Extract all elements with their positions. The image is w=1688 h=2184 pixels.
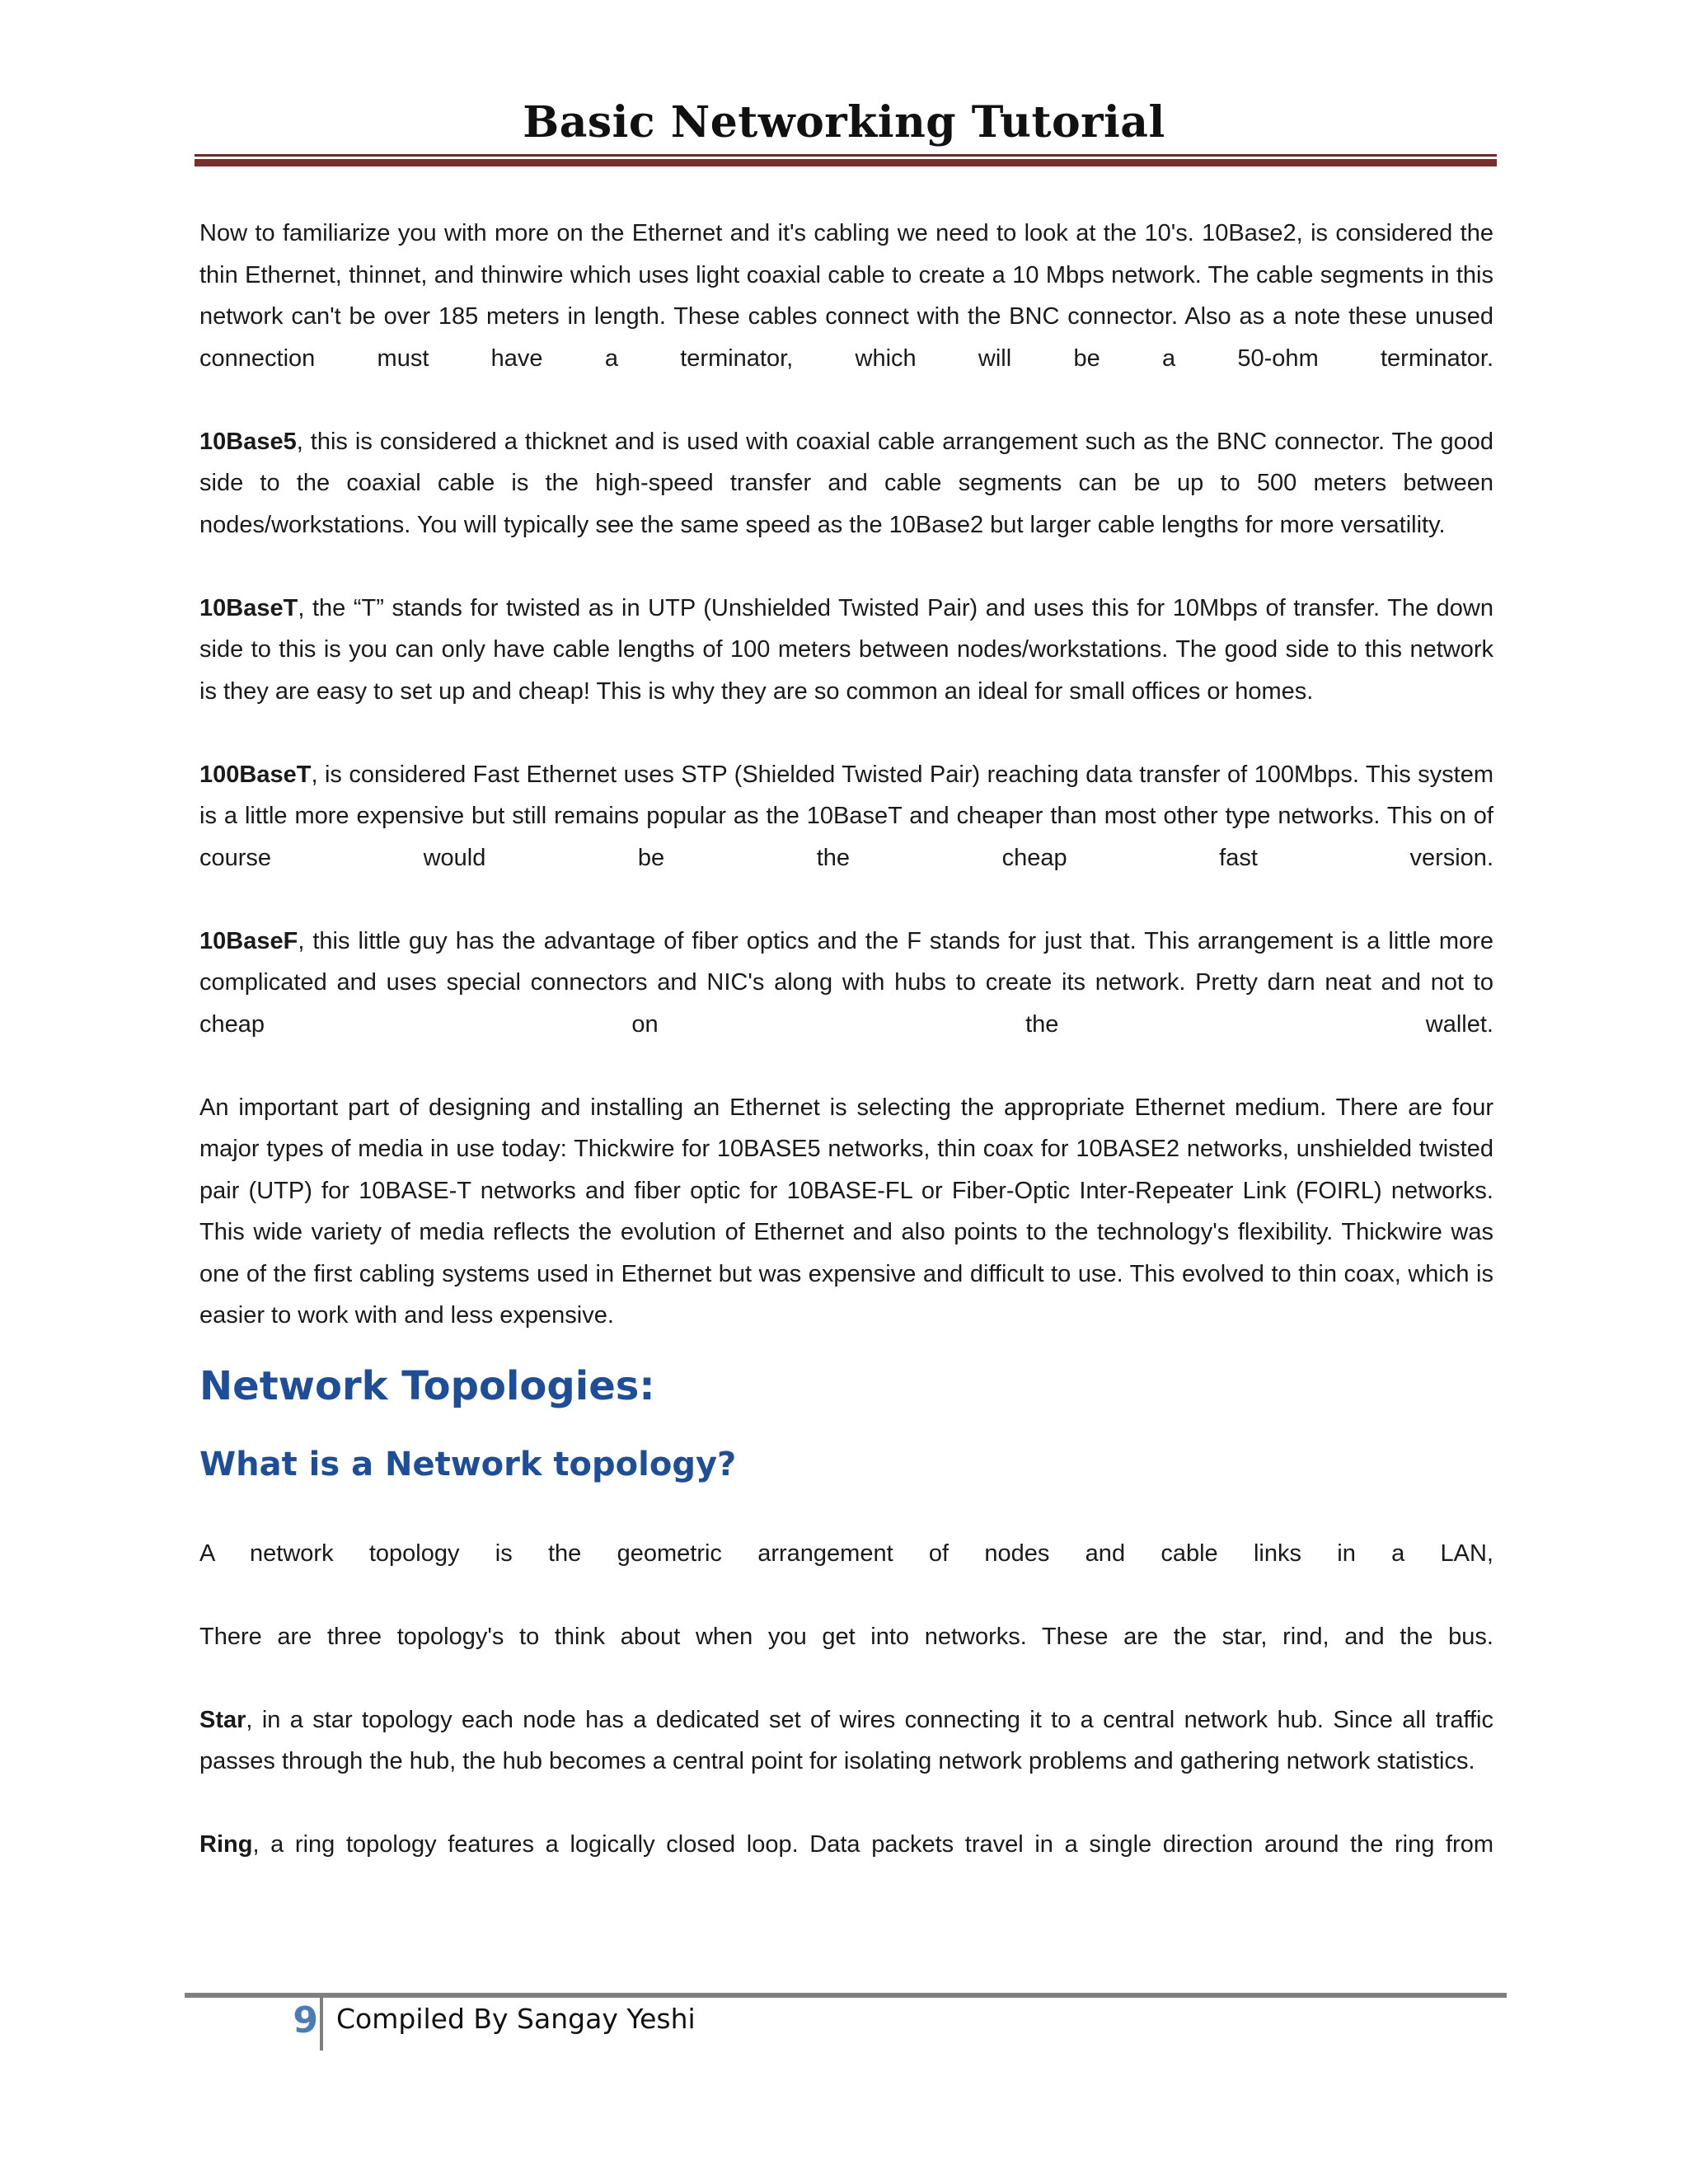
paragraph-star-text: , in a star topology each node has a dedicated set of wires connecting it to a central network hub. Since all traffic passes through the hub, the hub becomes a central point for isolating network problems and gathering network statistics. bbox=[199, 1706, 1493, 1774]
paragraph-10base2: Now to familiarize you with more on the Ethernet and it's cabling we need to look at the 10's. 10Base2, is considered the thin Ethernet, thinnet, and thinwire which uses light coaxial cable to create a 10 Mbps network. The cable segments in this network can't be over 185 meters in length. These cables connect with the BNC connector. Also as a note these unused connection must have a terminator, which will be a 50-ohm terminator. bbox=[199, 220, 1493, 372]
term-star: Star bbox=[199, 1706, 246, 1733]
term-10baset: 10BaseT bbox=[199, 594, 298, 621]
paragraph-10basef-text: , this little guy has the advantage of fiber optics and the F stands for just that. This arrangement is a little more complicated and uses special connectors and NIC's along with hubs to create its network. Pretty darn neat and not to cheap on the wallet. bbox=[199, 927, 1493, 1038]
paragraph-10baset bbox=[199, 588, 1493, 713]
paragraph-ring-text: , a ring topology features a logically closed loop. Data packets travel in a single direction around the ring from bbox=[252, 1831, 1493, 1858]
footer-credit: Compiled By Sangay Yeshi bbox=[336, 2003, 696, 2035]
header-rule-thick bbox=[195, 159, 1497, 166]
paragraph-10basef bbox=[199, 921, 1493, 1046]
footer-divider bbox=[320, 1998, 323, 2050]
paragraph-ethernet-media: An important part of designing and installing an Ethernet is selecting the appropriate Ethernet medium. There are four major types of media in use today: Thickwire for 10BASE5 networks, thin coax for 10BASE2 networks, unshielded twisted pair (UTP) for 10BASE-T networks and fiber optic for 10BASE-FL or Fiber-Optic Inter-Repeater Link (FOIRL) networks. This wide variety of media reflects the evolution of Ethernet and also points to the technology's flexibility. Thickwire was one of the first cabling systems used in Ethernet but was expensive and difficult to use. This evolved to thin coax, which is easier to work with and less expensive. bbox=[199, 1094, 1493, 1329]
term-10basef: 10BaseF bbox=[199, 927, 298, 954]
paragraph-10base5-text: , this is considered a thicknet and is used with coaxial cable arrangement such as the BNC connector. The good side to the coaxial cable is the high-speed transfer and cable segments can be up to 500 meters between nodes/workstations. You will typically see the same speed as the 10Base2 but larger cable lengths for more versatility. bbox=[199, 428, 1493, 538]
term-100baset: 100BaseT bbox=[199, 761, 312, 788]
section-heading: Network Topologies: bbox=[199, 1362, 655, 1409]
paragraph-topology-intro: There are three topology's to think about when you get into networks. These are the star, rind, and the bus. bbox=[199, 1623, 1493, 1650]
paragraph-100baset bbox=[199, 754, 1493, 879]
subsection-heading: What is a Network topology? bbox=[199, 1445, 737, 1483]
paragraph-100baset-text: , is considered Fast Ethernet uses STP (Shielded Twisted Pair) reaching data transfer of 100Mbps. This system is a little more expensive but still remains popular as the 10BaseT and cheaper than most other type networks. This on of course would be the cheap fast version. bbox=[199, 761, 1493, 871]
term-10base5: 10Base5 bbox=[199, 428, 297, 455]
paragraph-10baset-text: , the “T” stands for twisted as in UTP (Unshielded Twisted Pair) and uses this for 10Mbps of transfer. The down side to this is you can only have cable lengths of 100 meters between nodes/workstations. The good side to this network is they are easy to set up and cheap! This is why they are so common an ideal for small offices or homes. bbox=[199, 594, 1493, 705]
term-ring: Ring bbox=[199, 1831, 253, 1858]
paragraph-star bbox=[199, 1699, 1493, 1783]
paragraph-topology-definition: A network topology is the geometric arrangement of nodes and cable links in a LAN, bbox=[199, 1540, 1493, 1567]
running-header-title: Basic Networking Tutorial bbox=[523, 97, 1165, 148]
header-rule-thin bbox=[195, 154, 1497, 157]
body-content bbox=[199, 213, 1493, 1866]
paragraph-10base5 bbox=[199, 421, 1493, 546]
page-number: 9 bbox=[293, 1999, 318, 2041]
paragraph-ring bbox=[199, 1824, 1493, 1866]
footer-rule bbox=[185, 1993, 1507, 1998]
